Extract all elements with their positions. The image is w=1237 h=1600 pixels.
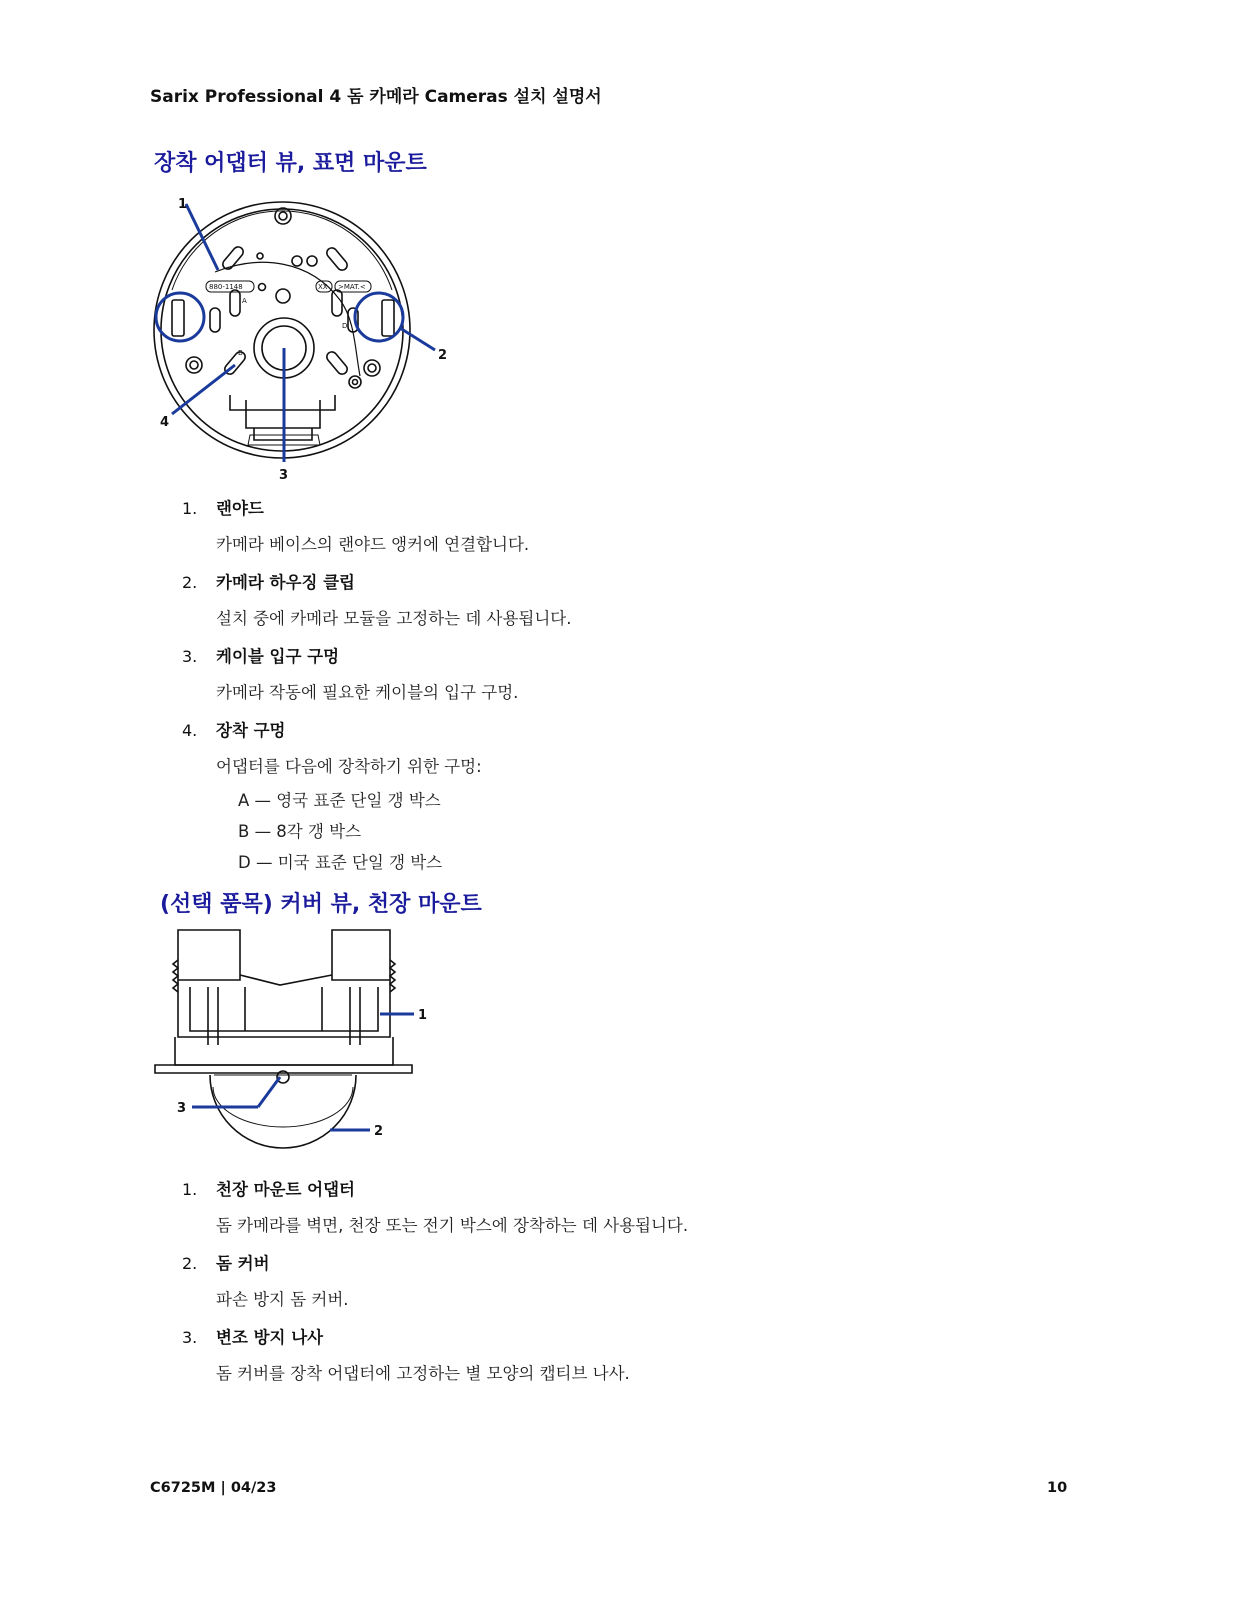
list-item-number: 2.	[182, 573, 198, 592]
list-item-number: 3.	[182, 647, 198, 666]
marking-d: D	[342, 322, 348, 330]
list-item	[182, 1177, 688, 1239]
footer-page-number: 10	[1047, 1480, 1068, 1496]
list-item-number: 4.	[182, 721, 198, 740]
list-item-number: 1.	[182, 499, 198, 518]
callout-label-3: 3	[177, 1101, 187, 1116]
surface-mount-adapter-figure	[150, 190, 450, 485]
ceiling-mount-parts-list	[182, 1177, 688, 1399]
footer-doc-id: C6725M | 04/23	[150, 1480, 277, 1496]
callout-label-2: 2	[438, 348, 448, 363]
list-item-description: 파손 방지 돔 커버.	[216, 1290, 349, 1309]
list-item	[182, 718, 572, 876]
list-item-description: 설치 중에 카메라 모듈을 고정하는 데 사용됩니다.	[216, 609, 572, 628]
list-item	[182, 1251, 688, 1313]
running-header: Sarix Professional 4 돔 카메라 Cameras 설치 설명서	[150, 87, 602, 107]
marking-mat: >MAT.<	[338, 283, 366, 291]
callout-label-3: 3	[279, 468, 289, 483]
surface-mount-parts-list	[182, 496, 572, 881]
gang-box-item: B — 8각 갱 박스	[238, 822, 362, 841]
list-item-description: 어댑터를 다음에 장착하기 위한 구멍:	[216, 757, 482, 776]
list-item-number: 3.	[182, 1328, 198, 1347]
list-item-description: 카메라 베이스의 랜야드 앵커에 연결합니다.	[216, 535, 530, 554]
marking-b: B	[238, 349, 243, 357]
callout-label-1: 1	[418, 1008, 428, 1023]
list-item-title: 천장 마운트 어댑터	[216, 1180, 356, 1199]
list-item-number: 1.	[182, 1180, 198, 1199]
ceiling-mount-cover-figure	[150, 925, 440, 1170]
gang-box-item: D — 미국 표준 단일 갱 박스	[238, 853, 443, 872]
callout-label-2: 2	[374, 1124, 384, 1139]
list-item-title: 장착 구멍	[216, 721, 286, 740]
list-item-title: 케이블 입구 구멍	[216, 647, 340, 666]
section-title-surface-mount: 장착 어댑터 뷰, 표면 마운트	[154, 151, 427, 176]
list-item-title: 랜야드	[216, 499, 264, 518]
list-item	[182, 496, 572, 558]
list-item	[182, 644, 572, 706]
list-item-description: 카메라 작동에 필요한 케이블의 입구 구멍.	[216, 683, 519, 702]
list-item	[182, 1325, 688, 1387]
marking-a: A	[242, 297, 247, 305]
list-item-title: 카메라 하우징 클립	[216, 573, 356, 592]
marking-part-number: 880-1148	[209, 283, 243, 291]
list-item-number: 2.	[182, 1254, 198, 1273]
section-title-ceiling-mount: (선택 품목) 커버 뷰, 천장 마운트	[160, 892, 482, 917]
list-item-description: 돔 카메라를 벽면, 천장 또는 전기 박스에 장착하는 데 사용됩니다.	[216, 1216, 689, 1235]
list-item-description: 돔 커버를 장착 어댑터에 고정하는 별 모양의 캡티브 나사.	[216, 1364, 630, 1383]
marking-xx: XX	[318, 283, 328, 291]
gang-box-list	[238, 788, 572, 876]
list-item-title: 돔 커버	[216, 1254, 270, 1273]
callout-label-4: 4	[160, 415, 170, 430]
list-item	[182, 570, 572, 632]
list-item-title: 변조 방지 나사	[216, 1328, 324, 1347]
callout-label-1: 1	[178, 197, 188, 212]
gang-box-item: A — 영국 표준 단일 갱 박스	[238, 791, 441, 810]
